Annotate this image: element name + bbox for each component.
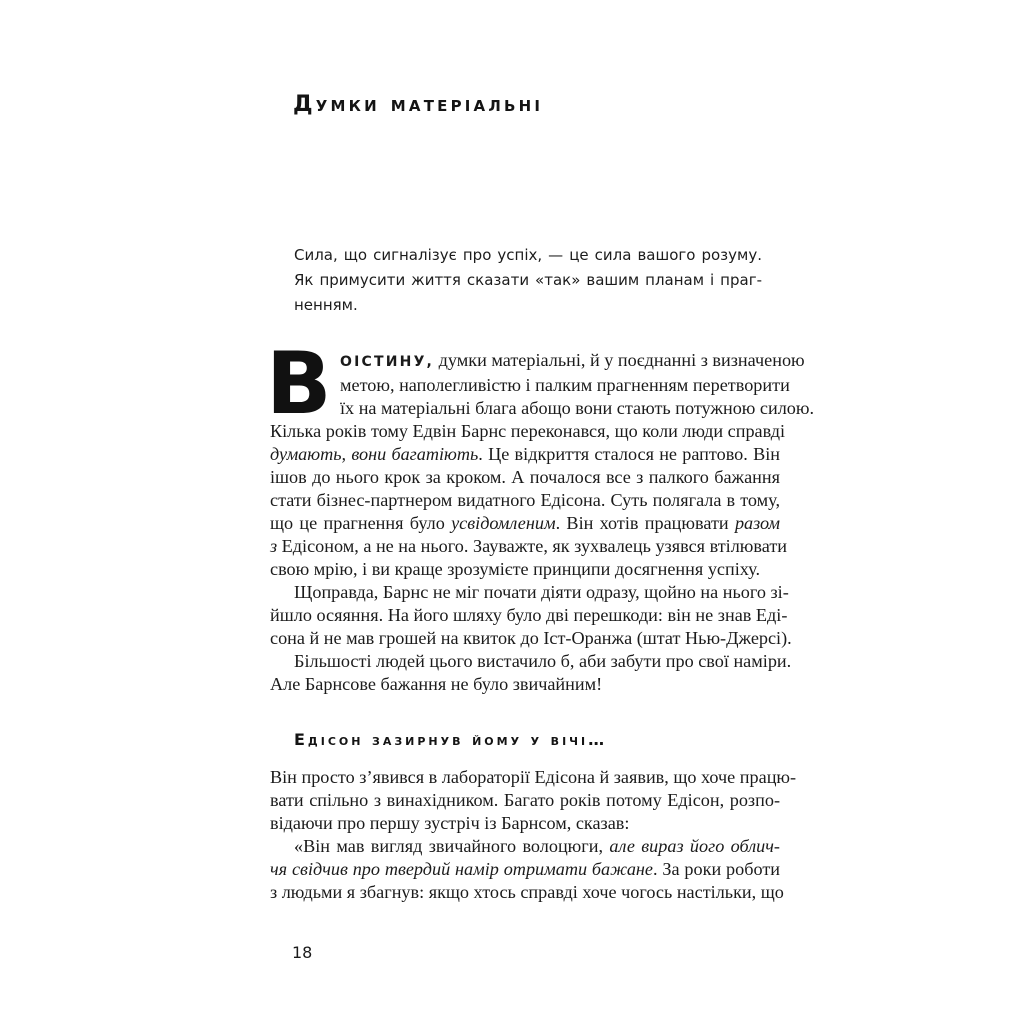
paragraph-line: вати спільно з винахідником. Багато років потому Едісон, розпо- bbox=[270, 790, 780, 810]
epigraph-line: Як примусити життя сказати «так» вашим планам і праг- bbox=[294, 271, 762, 289]
paragraph-line: Більшості людей цього вистачило б, аби забути про свої наміри. bbox=[294, 651, 792, 671]
paragraph-line: сона й не мав грошей на квиток до Іст-Оранжа (штат Нью-Джерсі). bbox=[270, 628, 792, 648]
paragraph-line: Він просто з’явився в лабораторії Едісона й заявив, що хоче працю- bbox=[270, 767, 797, 787]
drop-cap: В bbox=[266, 334, 332, 434]
paragraph-line: метою, наполегливістю і палким прагненням перетворити bbox=[340, 375, 790, 395]
paragraph-line: стати бізнес-партнером видатного Едісона. Суть полягала в тому, bbox=[270, 490, 780, 510]
epigraph-line: Сила, що сигналізує про успіх, — це сила вашого розуму. bbox=[294, 246, 762, 264]
page-number: 18 bbox=[292, 943, 313, 962]
paragraph-line: йшло осяяння. На його шляху було дві перешкоди: він не знав Еді- bbox=[270, 605, 788, 625]
paragraph-line: ішов до нього крок за кроком. А почалося все з палкого бажання bbox=[270, 467, 780, 487]
epigraph bbox=[294, 243, 762, 318]
paragraph-line: свою мрію, і ви краще зрозумієте принципи досягнення успіху. bbox=[270, 559, 760, 579]
paragraph-line: що це прагнення було усвідомленим. Він хотів працювати разом bbox=[270, 513, 780, 533]
paragraph-line: ОІСТИНУ, думки матеріальні, й у поєднанні з визначеною bbox=[340, 350, 805, 370]
paragraph-line: «Він мав вигляд звичайного волоцюги, але вираз його облич- bbox=[294, 836, 780, 856]
paragraph-line: Але Барнсове бажання не було звичайним! bbox=[270, 674, 603, 694]
chapter-title: Думки матеріальні bbox=[293, 92, 544, 117]
epigraph-line: ненням. bbox=[294, 296, 358, 314]
paragraph-line: Щоправда, Барнс не міг почати діяти одразу, щойно на нього зі- bbox=[294, 582, 789, 602]
paragraph-line: з Едісоном, а не на нього. Зауважте, як зухвалець узявся втілювати bbox=[270, 536, 787, 556]
paragraph-line: чя свідчив про твердий намір отримати бажане. За роки роботи bbox=[270, 859, 781, 879]
lead-in: ОІСТИНУ, bbox=[340, 354, 435, 370]
paragraph-line: відаючи про першу зустріч із Барнсом, сказав: bbox=[270, 813, 630, 833]
section2-text bbox=[270, 766, 797, 904]
section1-paragraph1 bbox=[270, 349, 815, 696]
paragraph-line: думають, вони багатіють. Це відкриття сталося не раптово. Він bbox=[270, 444, 780, 464]
paragraph-line: їх на матеріальні блага абощо вони стають потужною силою. bbox=[340, 398, 815, 418]
paragraph-line: Кілька років тому Едвін Барнс переконався, що коли люди справді bbox=[270, 421, 786, 441]
paragraph-line: з людьми я збагнув: якщо хтось справді хоче чогось настільки, що bbox=[270, 882, 784, 902]
section-heading: Едісон зазирнув йому у вічі… bbox=[294, 730, 608, 749]
